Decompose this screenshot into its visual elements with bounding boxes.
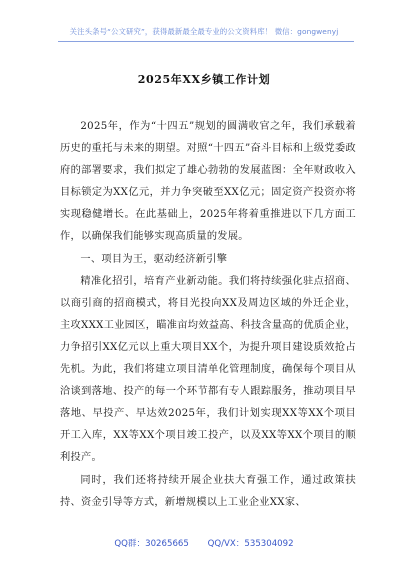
section-paragraph: 精准化招引，培育产业新动能。我们将持续强化驻点招商、以商引商的招商模式，将目光投向XX及周边区域的外迁企业，主攻XXX工业园区，瞄准亩均效益高、科技含量高的优质企业，力争招引XX亿元以上重大项目XX个，为提升项目建设质效抢占先机。为此，我们将建立项目清单化管理制度，确保每个项目从洽谈到落地、投产的每一个环节都有专人跟踪服务，推动项目早落地、早投产、早达效2025年，我们计划实现XX等XX个项目开工入库，XX等XX个项目竣工投产，以及XX等XX个项目的顺利投产。 — [60, 275, 356, 464]
section-heading: 一、项目为王，驱动经济新引擎 — [80, 253, 228, 265]
document-title: 2025年XX乡镇工作计划 — [137, 73, 271, 86]
section-paragraph-continued: 同时，我们还将持续开展企业扶大育强工作，通过政策扶持、资金引导等方式，新增规模以上工业企业XX家、 — [60, 474, 356, 508]
intro-paragraph: 2025年，作为“十四五”规划的圆满收官之年，我们承载着历史的重托与未来的期望。对照“十四五”奋斗目标和上级党委政府的部署要求，我们拟定了雄心勃勃的发展蓝图：全年财政收入目标锁定为XX亿元，并力争突破至XX亿元；固定资产投资亦将实现稳健增长。在此基础上，2025年将着重推进以下几方面工作，以确保我们能够实现高质量的发展。 — [60, 121, 356, 243]
footer-qq-group: QQ群：30265665 — [114, 539, 189, 549]
header-banner: 关注头条号“公文研究”，获得最新最全最专业的公文资料库！ 微信：gongwenyj — [69, 27, 339, 36]
footer-contact — [0, 537, 408, 549]
document-body — [60, 116, 356, 514]
footer-qq-vx: QQ/VX：535304092 — [207, 539, 294, 549]
header-divider — [58, 41, 354, 42]
